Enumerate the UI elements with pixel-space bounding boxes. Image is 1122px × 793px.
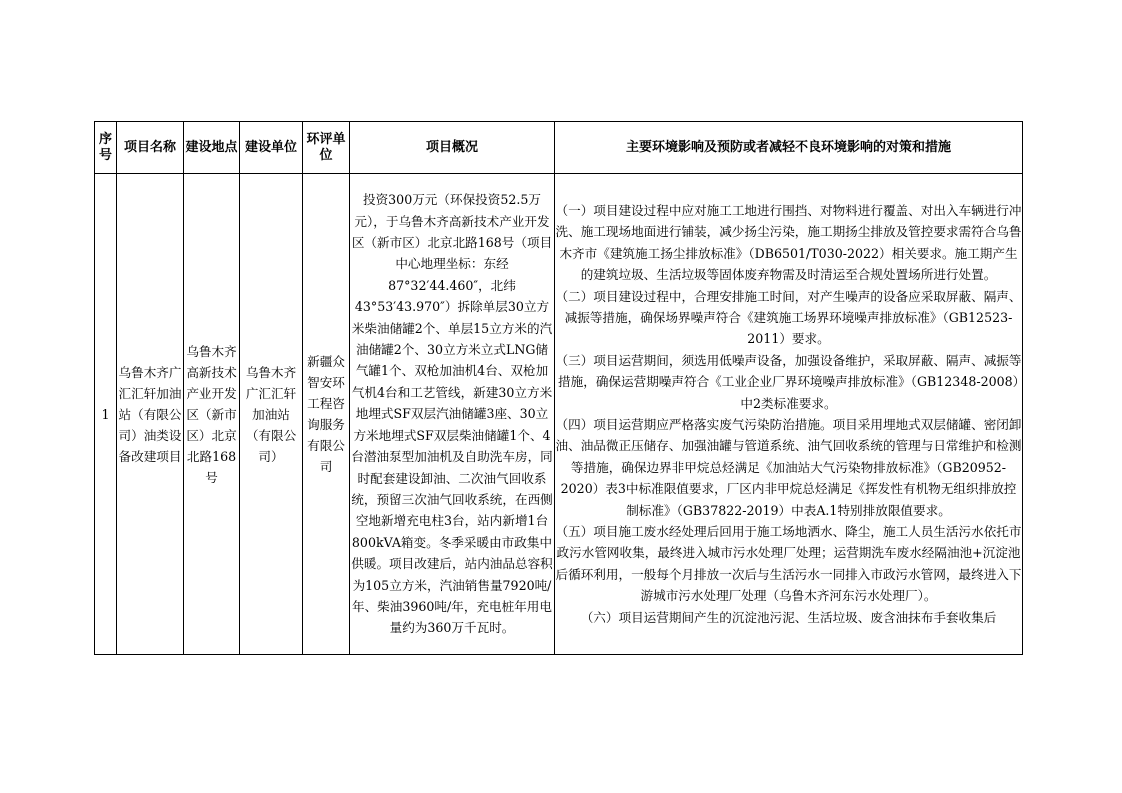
header-construction-unit: 建设单位	[240, 122, 303, 174]
table-row	[95, 174, 1023, 655]
header-measures: 主要环境影响及预防或者减轻不良环境影响的对策和措施	[555, 122, 1023, 174]
measure-item-3: （三）项目运营期间，须选用低噪声设备，加强设备维护，采取屏蔽、隔声、减振等措施，确保运营期噪声符合《工业企业厂界环境噪声排放标准》（GB12348-2008）中2类标准要求。	[555, 352, 1022, 411]
measure-item-1: （一）项目建设过程中应对施工工地进行围挡、对物料进行覆盖、对出入车辆进行冲洗、施工现场地面进行铺装，减少扬尘污染，施工期扬尘排放及管控要求需符合乌鲁木齐市《建筑施工扬尘排放标准》（DB6501/T030-2022）相关要求。施工期产生的建筑垃圾、生活垃圾等固体废弃物需及时清运至合规处置场所进行处置。	[555, 202, 1022, 283]
cell-location: 乌鲁木齐高新技术产业开发区（新市区）北京北路168号	[184, 174, 240, 655]
header-overview: 项目概况	[350, 122, 555, 174]
header-seq: 序号	[95, 122, 117, 174]
header-eia-unit: 环评单位	[303, 122, 350, 174]
measure-item-2: （二）项目建设过程中，合理安排施工时间，对产生噪声的设备应采取屏蔽、隔声、减振等措施，确保场界噪声符合《建筑施工场界环境噪声排放标准》（GB12523-2011）要求。	[555, 288, 1022, 347]
table-header-row	[95, 122, 1023, 174]
eia-project-table	[94, 121, 1023, 655]
cell-eia-unit: 新疆众智安环工程咨询服务有限公司	[303, 174, 350, 655]
cell-measures	[555, 174, 1023, 655]
cell-project-name: 乌鲁木齐广汇汇轩加油站（有限公司）油类设备改建项目	[117, 174, 184, 655]
header-location: 建设地点	[184, 122, 240, 174]
measure-item-4: （四）项目运营期应严格落实废气污染防治措施。项目采用埋地式双层储罐、密闭卸油、油品微正压储存、加强油罐与管道系统、油气回收系统的管理与日常维护和检测等措施，确保边界非甲烷总烃满足《加油站大气污染物排放标准》（GB20952-2020）表3中标准限值要求，厂区内非甲烷总烃满足《挥发性有机物无组织排放控制标准》（GB37822-2019）中表A.1特别排放限值要求。	[555, 417, 1022, 518]
cell-overview: 投资300万元（环保投资52.5万元），于乌鲁木齐高新技术产业开发区（新市区）北京北路168号（项目中心地理坐标：东经87°32′44.460″，北纬43°53′43.970″）拆除单层30立方米柴油储罐2个、单层15立方米的汽油储罐2个、30立方米立式LNG储气罐1个、双枪加油机4台、双枪加气机4台和工艺管线，新建30立方米地埋式SF双层汽油储罐3座、30立方米地埋式SF双层柴油储罐1个、4台潜油泵型加油机及自助洗车房，同时配套建设卸油、二次油气回收系统，预留三次油气回收系统，在西侧空地新增充电柱3台，站内新增1台800kVA箱变。冬季采暖由市政集中供暖。项目改建后，站内油品总容积为105立方米，汽油销售量7920吨/年、柴油3960吨/年，充电桩年用电量约为360万千瓦时。	[350, 174, 555, 655]
cell-construction-unit: 乌鲁木齐广汇汇轩加油站（有限公司）	[240, 174, 303, 655]
header-project-name: 项目名称	[117, 122, 184, 174]
cell-seq: 1	[95, 174, 117, 655]
measure-item-6: （六）项目运营期间产生的沉淀池污泥、生活垃圾、废含油抹布手套收集后	[580, 609, 997, 625]
measure-item-5: （五）项目施工废水经处理后回用于施工场地洒水、降尘，施工人员生活污水依托市政污水管网收集，最终进入城市污水处理厂处理；运营期洗车废水经隔油池+沉淀池后循环利用，一般每个月排放一次后与生活污水一同排入市政污水管网，最终进入下游城市污水处理厂处理（乌鲁木齐河东污水处理厂）。	[555, 524, 1022, 604]
